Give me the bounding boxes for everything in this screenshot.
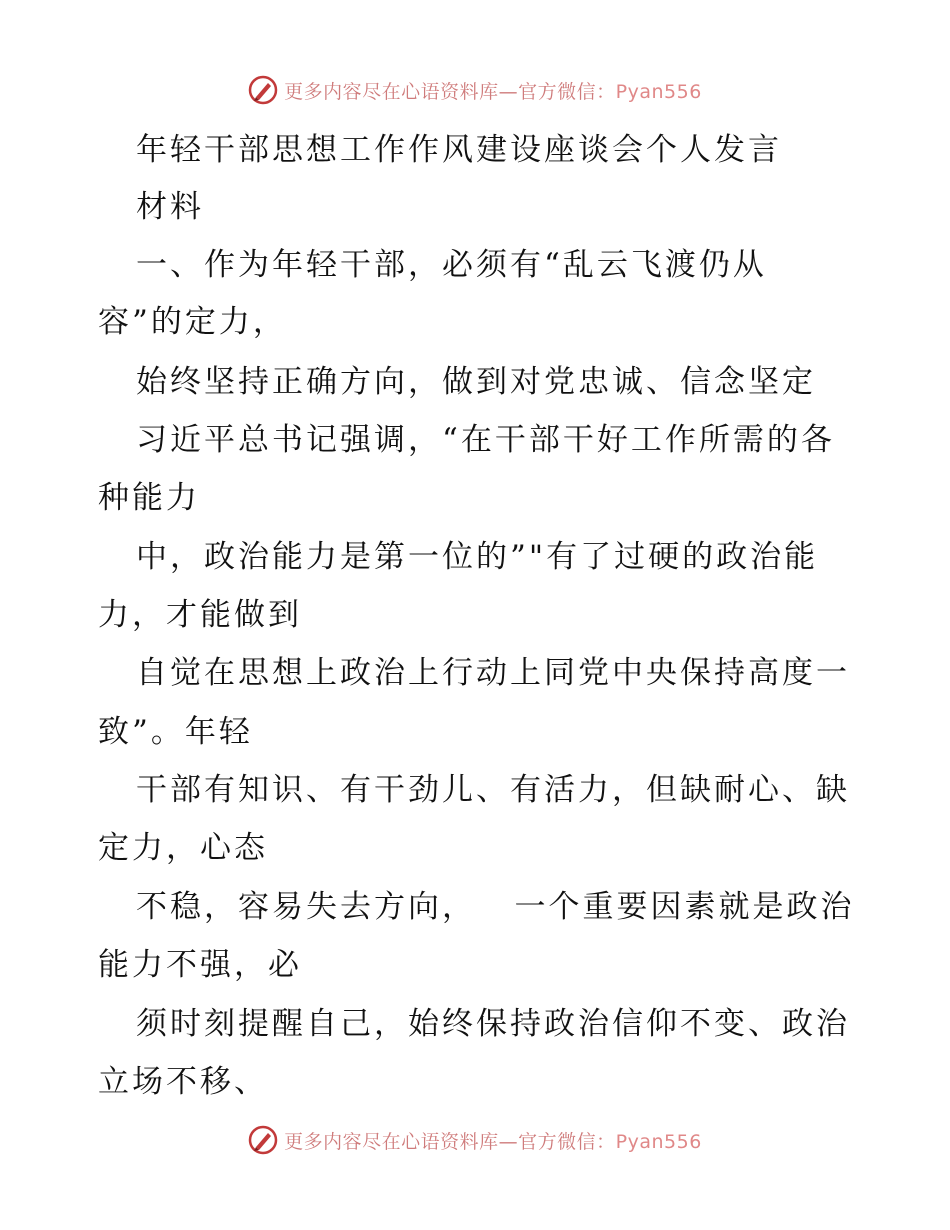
watermark-text: 更多内容尽在心语资料库—官方微信：Pyan556: [284, 1130, 702, 1153]
paragraph-line: 种能力: [98, 480, 200, 516]
document-title-line-2: 材料: [136, 189, 204, 225]
paragraph-line: 能力不强，必: [98, 947, 302, 983]
paragraph-line: 自觉在思想上政治上行动上同党中央保持高度一: [136, 655, 850, 691]
paragraph-line: 致”。年轻: [98, 714, 253, 750]
paragraph-line: 不稳，容易失去方向， 一个重要因素就是政治: [136, 889, 855, 925]
document-title-line-1: 年轻干部思想工作作风建设座谈会个人发言: [136, 132, 782, 168]
pen-logo-icon: [248, 1125, 278, 1155]
paragraph-line: 须时刻提醒自己，始终保持政治信仰不变、政治: [136, 1006, 850, 1042]
paragraph-line: 力，才能做到: [98, 597, 302, 633]
paragraph-line: 中，政治能力是第一位的”"有了过硬的政治能: [136, 539, 819, 575]
paragraph-line: 立场不移、: [98, 1064, 268, 1100]
paragraph-line: 容”的定力，: [98, 304, 287, 340]
watermark-text: 更多内容尽在心语资料库—官方微信：Pyan556: [284, 80, 702, 103]
paragraph-line: 一、作为年轻干部，必须有“乱云飞渡仍从: [136, 247, 767, 283]
paragraph-line: 习近平总书记强调，“在干部干好工作所需的各: [136, 422, 835, 458]
pen-logo-icon: [248, 75, 278, 105]
watermark-header: [0, 72, 950, 108]
paragraph-line: 干部有知识、有干劲儿、有活力，但缺耐心、缺: [136, 772, 850, 808]
paragraph-line: 始终坚持正确方向，做到对党忠诚、信念坚定: [136, 364, 816, 400]
paragraph-line: 定力，心态: [98, 830, 268, 866]
watermark-footer: [0, 1122, 950, 1158]
